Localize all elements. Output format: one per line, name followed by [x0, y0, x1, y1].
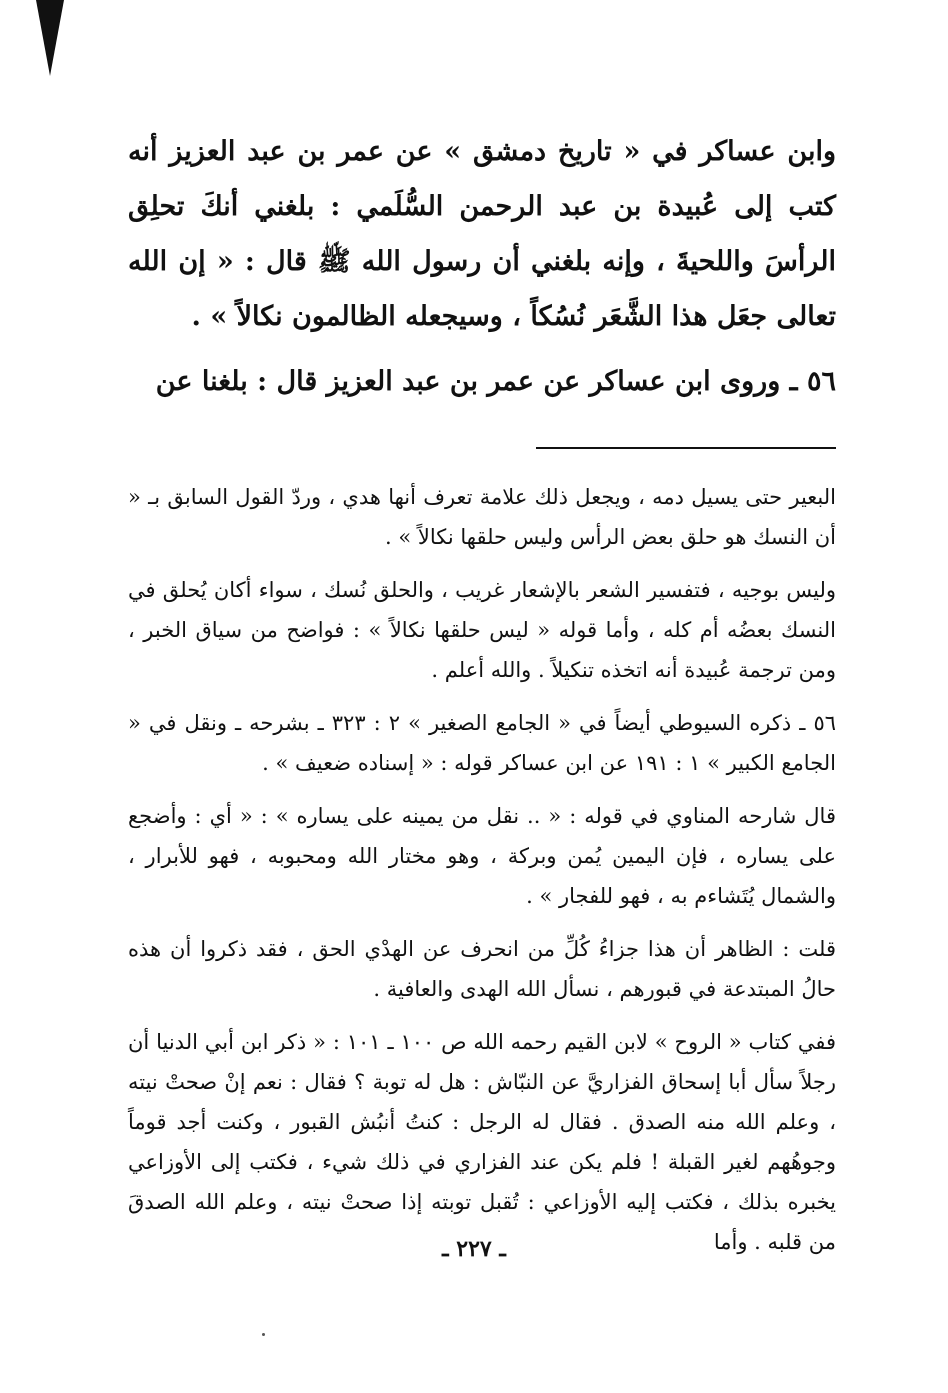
main-paragraph-2: ٥٦ ـ وروى ابن عساكر عن عمر بن عبد العزيز قال : بلغنا عن	[155, 366, 836, 397]
footnote-paragraph: البعير حتى يسيل دمه ، ويجعل ذلك علامة تعرف أنها هدي ، وردّ القول السابق بـ « أن النسك هو حلق بعض الرأس وليس حلقها نكالاً » .	[128, 485, 836, 549]
footnote-paragraph: ٥٦ ـ ذكره السيوطي أيضاً في « الجامع الصغير » ٢ : ٣٢٣ ـ بشرحه ـ ونقل في « الجامع الكبير » ١ : ١٩١ عن ابن عساكر قوله : « إسناده ضعيف » .	[128, 711, 836, 775]
page-body	[128, 124, 836, 1275]
footnote-paragraph: قال شارحه المناوي في قوله : « .. نقل من يمينه على يساره » : « أي : وأضجع على يساره ، فإن اليمين يُمن وبركة ، وهو مختار الله ومحبوبه ، فهو للأبرار ، والشمال يُتَشاءم به ، فهو للفجار » .	[128, 804, 836, 908]
footnotes	[128, 477, 836, 1262]
footnote-paragraph: ففي كتاب « الروح » لابن القيم رحمه الله ص ١٠٠ ـ ١٠١ : « ذكر ابن أبي الدنيا أن رجلاً سأل أبا إسحاق الفزاريَّ عن النبّاش : هل له توبة ؟ فقال : نعم إنْ صحتْ نيته ، وعلم الله منه الصدق . فقال له الرجل : كنتُ أنبُش القبور ، وكنت أجد قوماً وجوهُهم لغير القبلة ! فلم يكن عند الفزاري في ذلك شيء ، فكتب إلى الأوزاعي يخبره بذلك ، فكتب إليه الأوزاعي : تُقبل توبته إذا صحتْ نيته ، وعلم الله الصدقَ من قلبه . وأما	[128, 1030, 836, 1254]
footnote-paragraph: قلت : الظاهر أن هذا جزاءُ كُلِّ من انحرف عن الهدْي الحق ، فقد ذكروا أن هذه حالُ المبتدعة في قبورهم ، نسأل الله الهدى والعافية .	[128, 937, 836, 1001]
main-paragraph-1: وابن عساكر في « تاريخ دمشق » عن عمر بن عبد العزيز أنه كتب إلى عُبيدة بن عبد الرحمن السُّلَمي : بلغني أنكَ تحلِق الرأسَ واللحيةَ ، وإنه بلغني أن رسول الله ﷺ قال : « إن الله تعالى جعَل هذا الشَّعَر نُسُكاً ، وسيجعله الظالمون نكالاً » .	[128, 136, 836, 332]
main-text	[128, 124, 836, 409]
footnote-separator	[536, 447, 836, 449]
scan-speck	[262, 1333, 265, 1336]
footnote-paragraph: وليس بوجيه ، فتفسير الشعر بالإشعار غريب ، والحلق نُسك ، سواء أكان يُحلق في النسك بعضُه أم كله ، وأما قوله « ليس حلقها نكالاً » : فواضح من سياق الخبر ، ومن ترجمة عُبيدة أنه اتخذه تنكيلاً . والله أعلم .	[128, 578, 836, 682]
corner-edge-mark	[36, 0, 64, 76]
page-number: ـ ٢٢٧ ـ	[442, 1236, 506, 1262]
